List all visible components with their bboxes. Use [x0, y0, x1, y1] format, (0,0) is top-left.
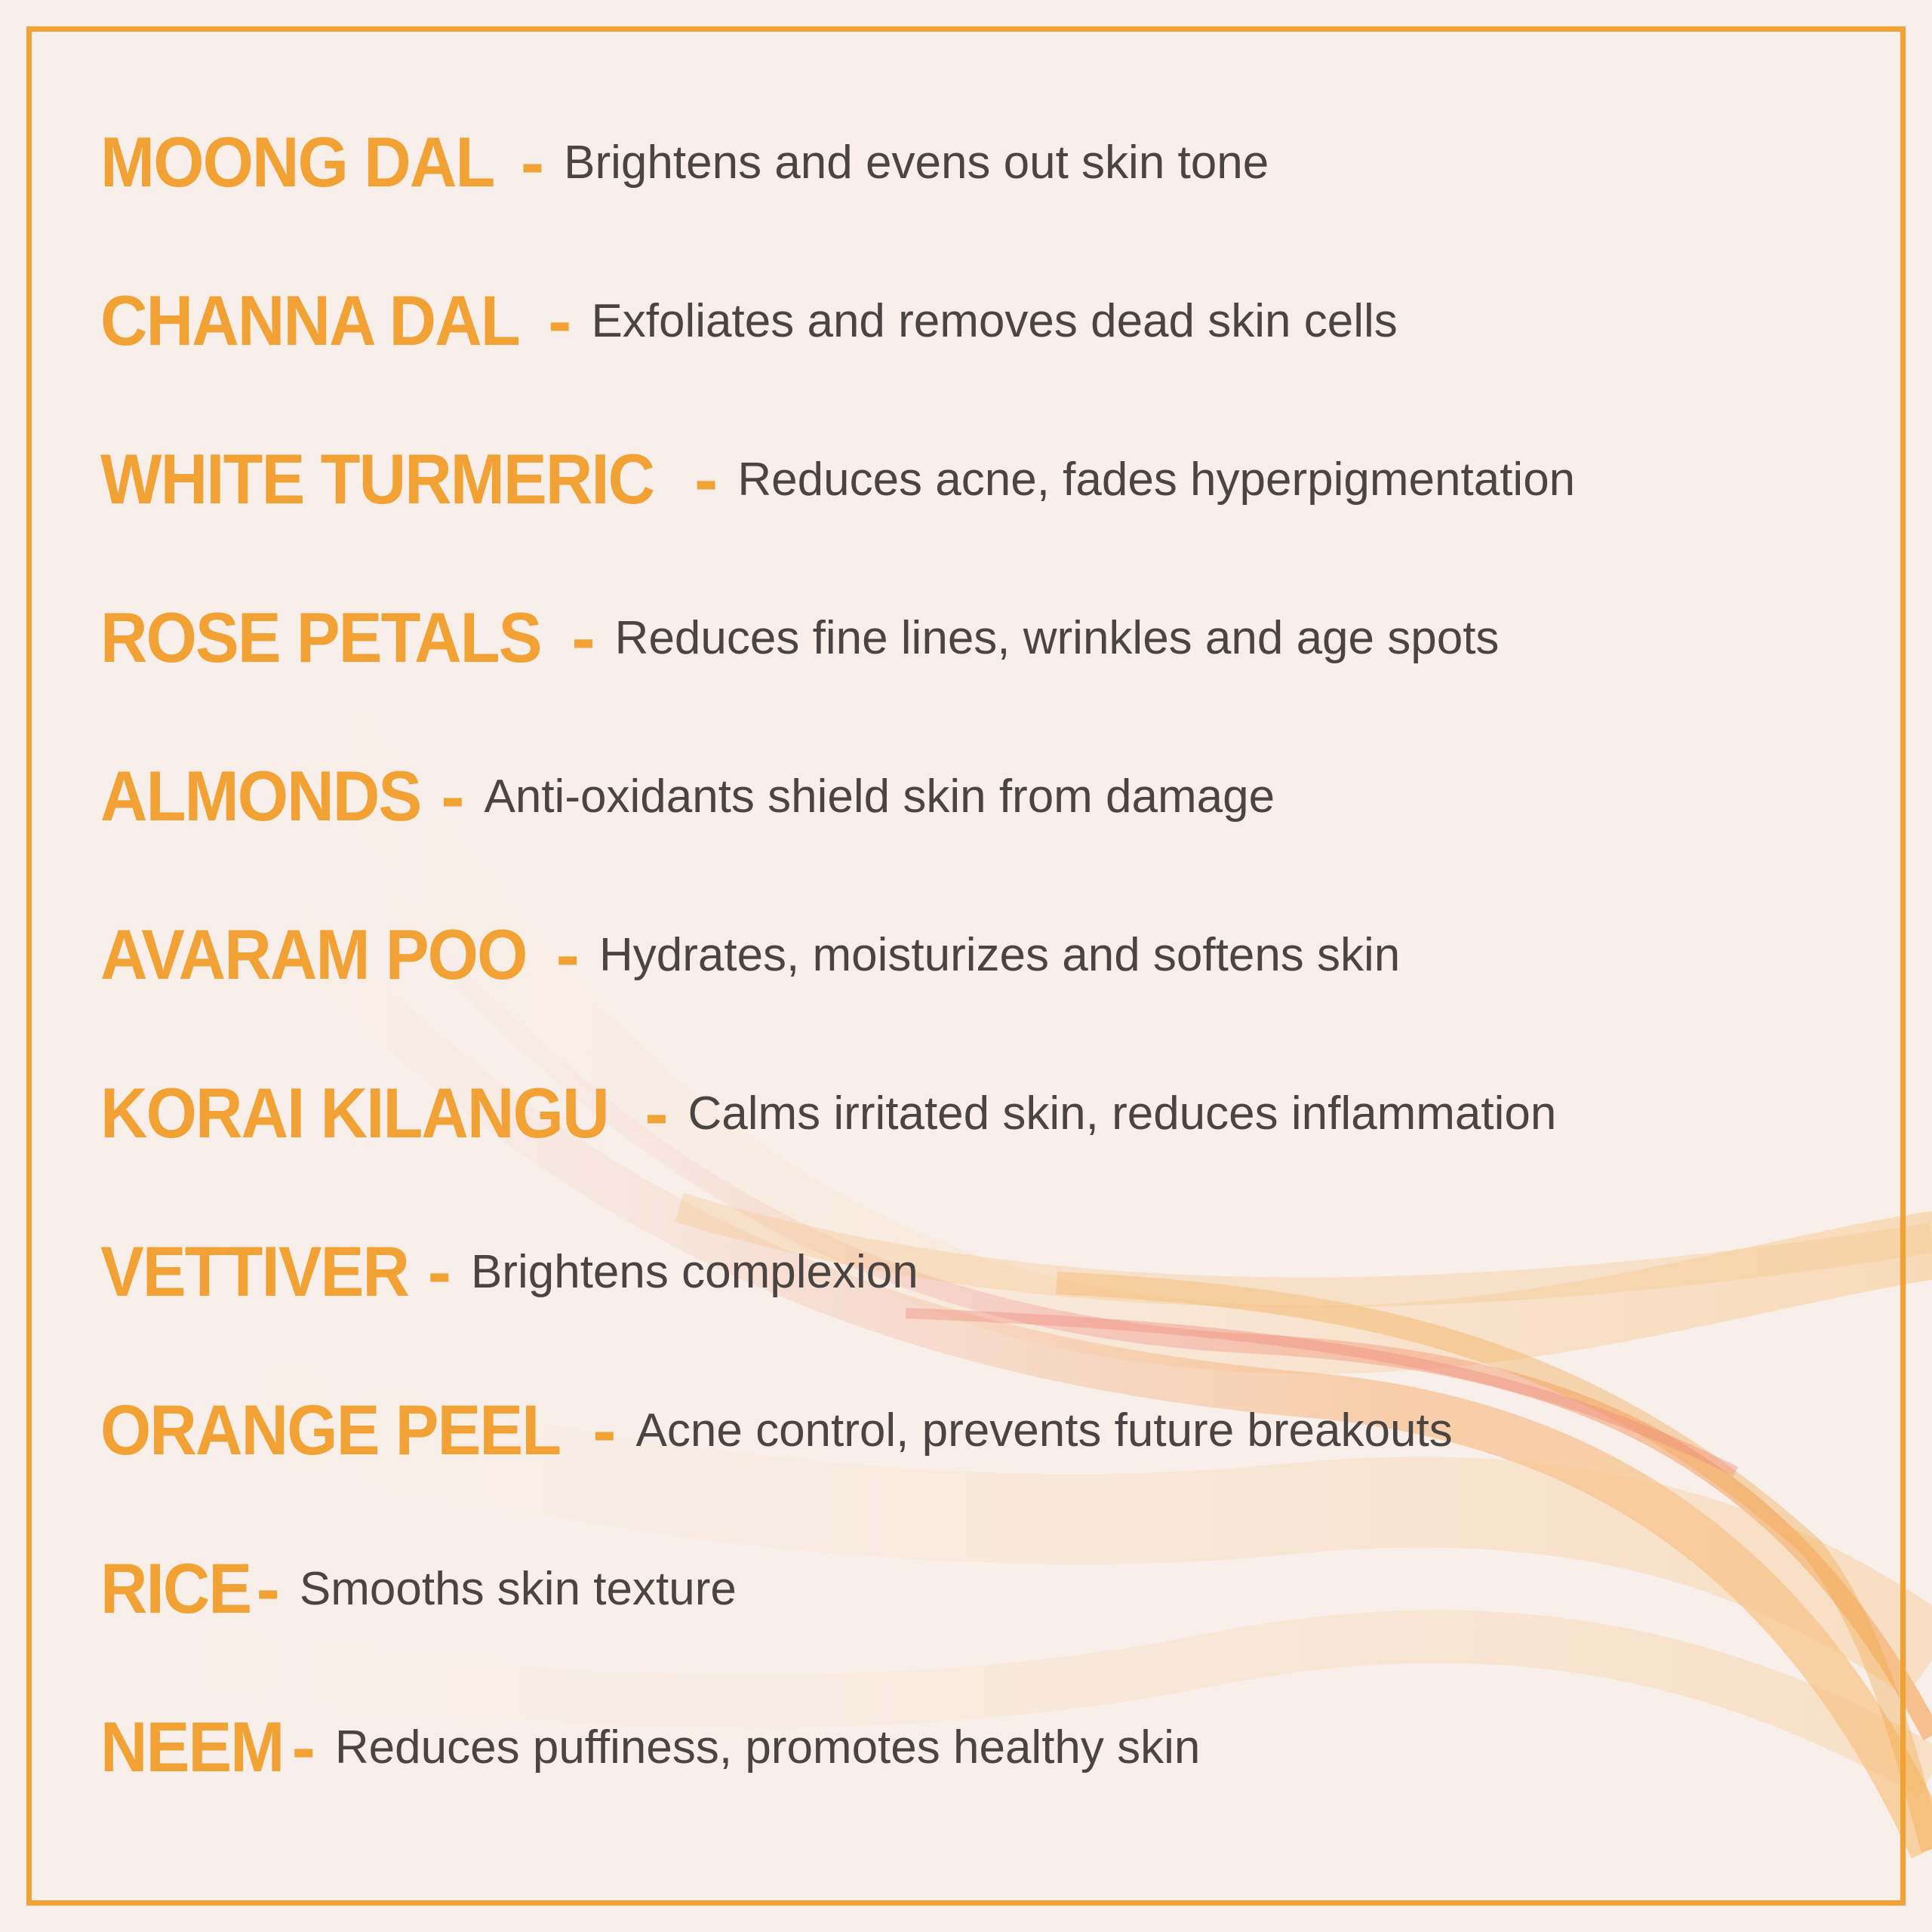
separator-dash: -	[548, 281, 572, 360]
ingredient-benefit: Smooths skin texture	[299, 1562, 737, 1615]
separator-dash: -	[571, 598, 595, 677]
ingredient-row-channa-dal	[100, 242, 1836, 400]
ingredient-name: ALMONDS	[100, 756, 421, 835]
separator-dash: -	[592, 1390, 617, 1469]
ingredient-name: MOONG DAL	[100, 122, 494, 202]
ingredients-list	[100, 83, 1836, 1826]
ingredient-row-orange-peel	[100, 1351, 1836, 1509]
separator-dash: -	[291, 1707, 315, 1786]
ingredient-name: ORANGE PEEL	[100, 1390, 561, 1469]
ingredient-benefit: Reduces acne, fades hyperpigmentation	[737, 453, 1576, 506]
ingredient-name: NEEM	[100, 1707, 284, 1786]
ingredient-name: CHANNA DAL	[100, 281, 519, 360]
ingredient-row-rice	[100, 1509, 1836, 1668]
separator-dash: -	[427, 1232, 451, 1311]
ingredient-benefit: Hydrates, moisturizes and softens skin	[598, 928, 1401, 981]
separator-dash: -	[555, 915, 580, 994]
ingredient-row-rose-petals	[100, 558, 1836, 717]
ingredient-row-korai-kilangu	[100, 1034, 1836, 1192]
separator-dash: -	[694, 439, 718, 518]
ingredient-benefit: Reduces puffiness, promotes healthy skin	[334, 1721, 1201, 1774]
ingredient-benefit: Acne control, prevents future breakouts	[635, 1404, 1453, 1457]
separator-dash: -	[645, 1073, 669, 1152]
separator-dash: -	[256, 1549, 280, 1628]
ingredient-benefit: Anti-oxidants shield skin from damage	[484, 770, 1275, 823]
ingredient-name: VETTIVER	[100, 1232, 409, 1311]
ingredient-benefit: Reduces fine lines, wrinkles and age spots	[614, 611, 1500, 664]
ingredient-name: AVARAM POO	[100, 915, 527, 994]
ingredient-row-avaram-poo	[100, 875, 1836, 1034]
ingredient-benefit: Brightens and evens out skin tone	[564, 136, 1269, 189]
ingredient-name: WHITE TURMERIC	[100, 439, 654, 518]
ingredient-row-almonds	[100, 717, 1836, 875]
ingredient-row-neem	[100, 1668, 1836, 1826]
ingredient-name: KORAI KILANGU	[100, 1073, 608, 1152]
ingredient-benefit: Brightens complexion	[470, 1245, 918, 1298]
ingredient-row-moong-dal	[100, 83, 1836, 242]
ingredient-benefit: Calms irritated skin, reduces inflammation	[688, 1087, 1557, 1140]
ingredient-row-white-turmeric	[100, 400, 1836, 558]
ingredient-row-vettiver	[100, 1192, 1836, 1351]
ingredient-name: RICE	[100, 1549, 251, 1628]
ingredient-name: ROSE PETALS	[100, 598, 541, 677]
ingredient-benefit: Exfoliates and removes dead skin cells	[591, 294, 1398, 347]
separator-dash: -	[441, 756, 465, 835]
separator-dash: -	[520, 122, 545, 202]
